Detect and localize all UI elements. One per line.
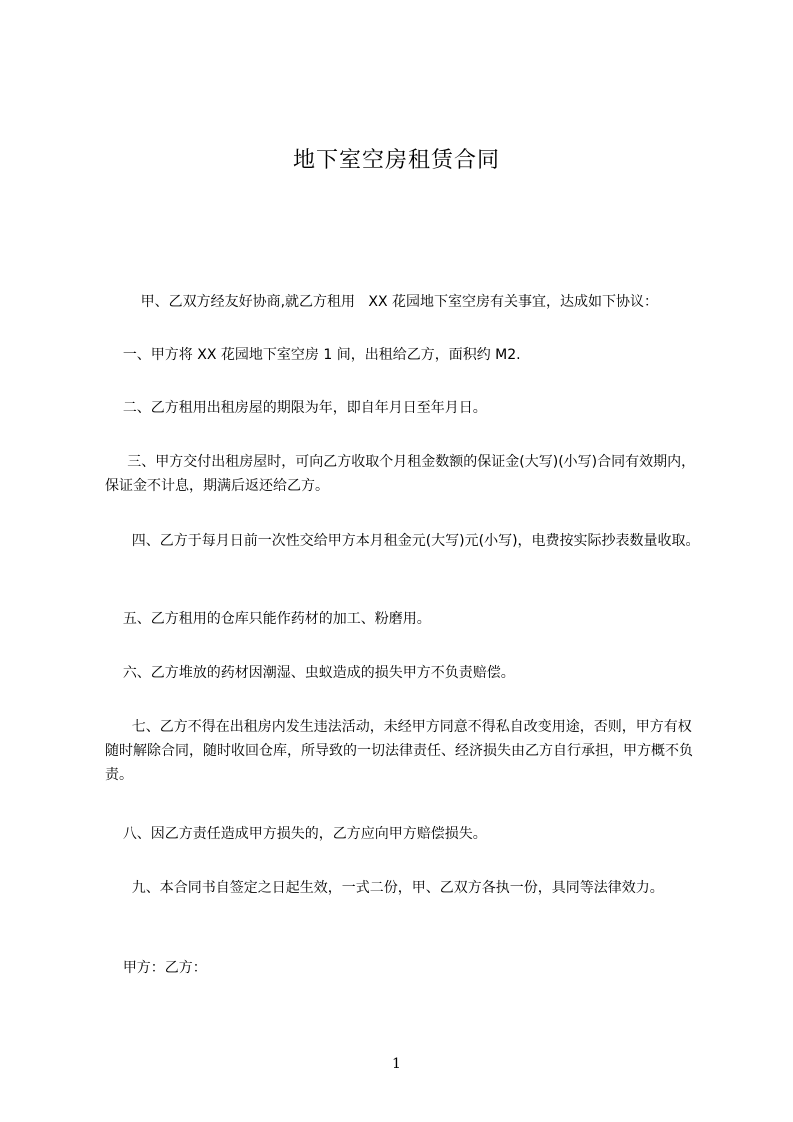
signature-line: 甲方：乙方： bbox=[105, 960, 207, 976]
clause-7: 七、乙方不得在出租房内发生违法活动，未经甲方同意不得私自改变用途，否则，甲方有权随时解除合同，随时收回仓库，所导致的一切法律责任、经济损失由乙方自行承担，甲方概不负责。 bbox=[105, 719, 693, 783]
clause-2: 二、乙方租用出租房屋的期限为年，即自年月日至年月日。 bbox=[105, 400, 487, 416]
page-number: 1 bbox=[392, 1056, 401, 1072]
clause-1: 一、甲方将 XX 花园地下室空房 1 间，出租给乙方，面积约 M2. bbox=[105, 347, 521, 363]
clause-8: 八、因乙方责任造成甲方损失的，乙方应向甲方赔偿损失。 bbox=[105, 826, 487, 842]
clause-9: 九、本合同书自签定之日起生效，一式二份，甲、乙双方各执一份，具同等法律效力。 bbox=[105, 880, 664, 896]
document-title: 地下室空房租赁合同 bbox=[292, 148, 500, 173]
clause-4: 四、乙方于每月日前一次性交给甲方本月租金元(大写)元(小写)，电费按实际抄表数量收取。 bbox=[105, 533, 700, 549]
clause-6: 六、乙方堆放的药材因潮湿、虫蚁造成的损失甲方不负责赔偿。 bbox=[105, 665, 515, 681]
clause-5: 五、乙方租用的仓库只能作药材的加工、粉磨用。 bbox=[105, 611, 431, 627]
intro-paragraph: 甲、乙双方经友好协商,就乙方租用 XX 花园地下室空房有关事宜，达成如下协议： bbox=[105, 294, 659, 310]
clause-3: 三、甲方交付出租房屋时，可向乙方收取个月租金数额的保证金(大写)(小写)合同有效期内，保证金不计息，期满后返还给乙方。 bbox=[105, 454, 696, 494]
